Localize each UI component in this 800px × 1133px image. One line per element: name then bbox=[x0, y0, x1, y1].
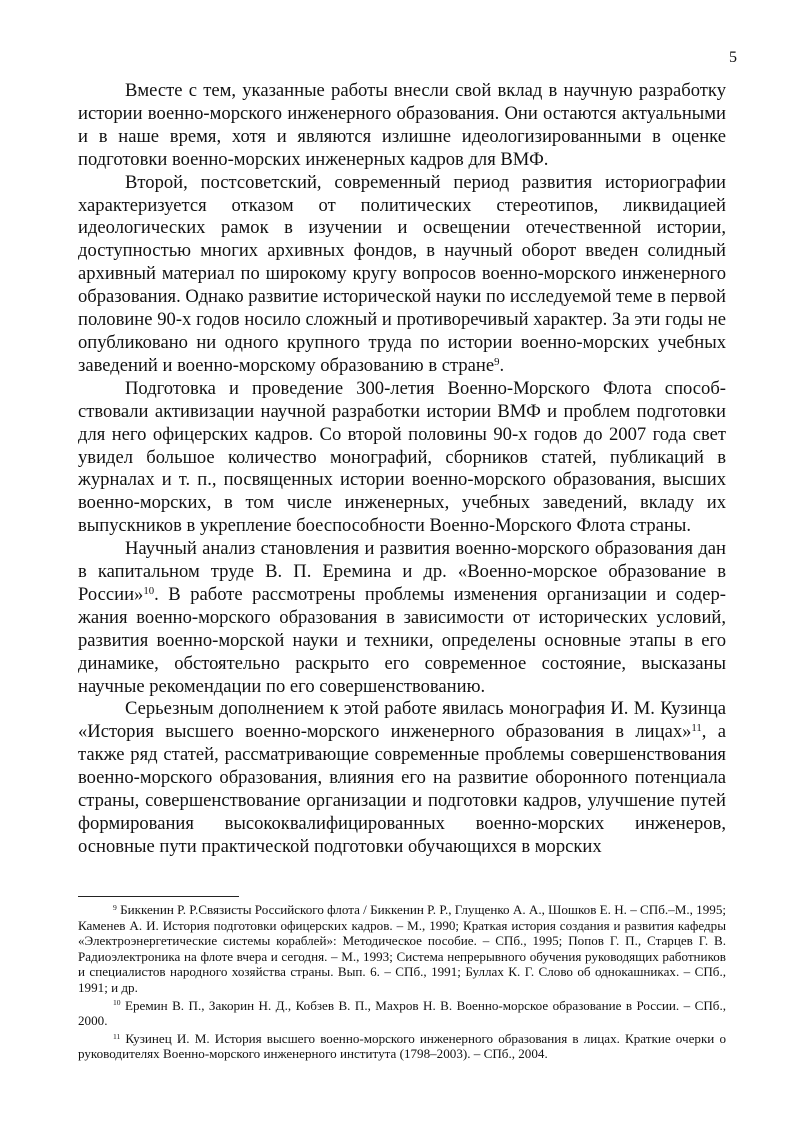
footnote-text: Еремин В. П., Закорин Н. Д., Кобзев В. П., Махров Н. В. Военно-морское образование в России. – СПб., 2000. bbox=[78, 997, 726, 1029]
footnote-11 bbox=[78, 1031, 726, 1062]
footnote-number: 11 bbox=[113, 1031, 121, 1041]
footnote-10 bbox=[78, 998, 726, 1029]
footnote-ref-10[interactable]: 10 bbox=[143, 585, 155, 598]
page-number: 5 bbox=[729, 49, 737, 66]
footnote-number: 9 bbox=[113, 902, 117, 912]
paragraph-5-text-cont: , а также ряд статей, рассматривающие современные проблемы совершенствования военно-морского образования, влияния его на развитие оборонного потенциала страны, совершенствование организации и подготовки кадров, улучшение путей формирования высококвалифицированных военно-морских инженеров, основные пути практической подготовки обучающихся в морских bbox=[78, 721, 726, 857]
paragraph-2-text: Второй, постсоветский, современный период развития историографии характеризуется отказом от политических стереотипов, ликвидацией идеологических рамок в изучении и освещении отечественной истории, доступностью многих архивных фондов, в научный оборот введен солидный архивный материал по широкому кругу вопросов военно-морского инженерного образования. Однако развитие исторической науки по исследуемой теме в первой половине 90-х годов носило сложный и противоречивый характер. За эти годы не опубликовано ни одного крупного труда по истории военно-морских учебных заведений и военно-морскому образованию в стране bbox=[78, 171, 726, 376]
paragraph-2-end: . bbox=[499, 354, 505, 376]
paragraph-3: Подготовка и проведение 300-летия Военно-Морского Флота способствовали активизации научной разработки истории ВМФ и проблем подготовки для него офицерских кадров. Со второй половины 90-х годов до 2007 года свет увидел большое количество монографий, сборников статей, публикаций в журналах и т. п., посвященных истории военно-морского образования, высших военно-морских, в том числе инженерных, учебных заведений, вкладу их выпускников в укрепление боеспособности Военно-Морского Флота страны. bbox=[78, 377, 726, 537]
footnotes bbox=[78, 902, 726, 1062]
body-text bbox=[78, 80, 726, 859]
footnote-number: 10 bbox=[113, 998, 121, 1008]
paragraph-5 bbox=[78, 698, 726, 858]
paragraph-4-text-cont: . В работе рассмотрены проблемы изменения организации и содержания военно-морского образования в зависимости от исторических условий, развития военно-морской науки и техники, определены основные этапы в его динамике, обстоятельно раскрыто его современное состояние, высказаны научные рекомендации по его совершенствованию. bbox=[78, 583, 726, 697]
footnote-ref-11[interactable]: 11 bbox=[691, 722, 702, 735]
footnote-9 bbox=[78, 902, 726, 996]
paragraph-2 bbox=[78, 172, 726, 378]
footnote-separator bbox=[78, 896, 239, 897]
paragraph-4-text: Научный анализ становления и развития военно-морского образования дан в капитальном труде В. П. Еремина и др. «Военно-морское образование в России» bbox=[78, 538, 726, 605]
paragraph-1: Вместе с тем, указанные работы внесли свой вклад в научную разработку истории военно-морского инженерного образования. Они остаются актуальными и в наше время, хотя и являются излишне идеологизированными в оценке подготовки военно-морских инженерных кадров для ВМФ. bbox=[78, 80, 726, 170]
footnote-text: Кузинец И. М. История высшего военно-морского инженерного образования в лицах. Краткие очерки о руководителях Военно-морского инженерного института (1798–2003). – СПб., 2004. bbox=[78, 1030, 726, 1062]
footnote-ref-9[interactable]: 9 bbox=[494, 355, 500, 368]
paragraph-4 bbox=[78, 538, 726, 698]
footnote-text: Биккенин Р. Р.Связисты Российского флота / Биккенин Р. Р., Глущенко А. А., Шошков Е. Н. – СПб.–М., 1995; Каменев А. И. История подготовки офицерских кадров. – М., 1990; Краткая история создания и развития кафедры «Электроэнергетические системы кораблей»: Методическое пособие. – СПб., 1995; Попов Г. П., Старцев Г. В. Радиоэлектроника на флоте вчера и сегодня. – М., 1993; Система непрерывного обучения руководящих работников и специалистов народного хозяйства страны. Вып. 6. – СПб., 1991; Буллах К. Г. Слово об однокашниках. – СПб., 1991; и др. bbox=[78, 902, 727, 995]
paragraph-5-text: Серьезным дополнением к этой работе явилась монография И. М. Кузинца «История высшего военно-морского инженерного образования в лицах» bbox=[78, 698, 726, 743]
